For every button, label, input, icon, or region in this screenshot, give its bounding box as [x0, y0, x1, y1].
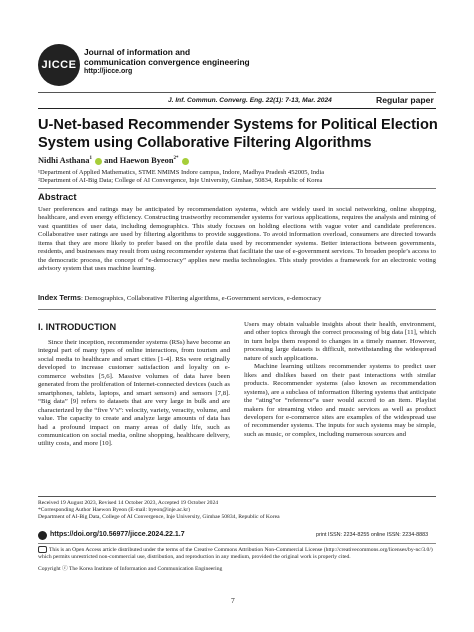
corresponding-department: Department of AI-Big Data, College of AI Convergence, Inje University, Gimhae 50834, Republic of Korea	[38, 514, 280, 520]
index-terms	[38, 294, 436, 304]
affiliation-2: ²Department of AI-Big Data; College of AI Convergence, Inje University, Gimhae, 50834, Republic of Korea	[38, 177, 323, 184]
journal-title-line2: communication convergence engineering	[84, 56, 250, 67]
copyright-notice: Copyright ⓒ The Korea Institute of Information and Communication Engineering	[38, 566, 223, 572]
abstract-rule	[38, 309, 436, 310]
author-2-sup: 2*	[173, 156, 179, 162]
journal-title-line1: Journal of information and	[84, 47, 191, 57]
citation-line: J. Inf. Commun. Converg. Eng. 22(1): 7-13, Mar. 2024	[168, 97, 332, 104]
author-list	[38, 156, 189, 165]
author-2: Haewon Byeon	[119, 156, 174, 165]
intro-paragraph-3: Machine learning utilizes recommender systems to predict user likes and dislikes based on their past interactions with similar products. Recommender systems (also known as recommendation systems), are a subclass of information filtering systems that anticipate the “ating”or “reference”a user would accord to an item. Playlist makers for streaming video and music services as well as product developers for e-commerce sites are examples of the widespread use of recommender systems. The inputs for such systems may be simple, such as music, or complex, including numerous sources and	[244, 363, 436, 438]
received-dates: Received 19 August 2023, Revised 14 October 2023, Accepted 19 October 2024	[38, 500, 219, 506]
article-type: Regular paper	[376, 95, 434, 105]
author-joiner: and	[104, 156, 118, 165]
intro-paragraph-1: Since their inception, recommender systems (RSs) have become an integral part of many types of online interactions, from tourism and social media to healthcare and smart cities [1-4]. RSs were originally developed to increase customer satisfaction and loyalty on e-commerce websites [5,6]. Massive volumes of data have been generated from the proliferation of Internet-connected devices (such as smartphones, tablets, laptops, and smart sensors) and sensors [7,8]. “Big data” [9] refers to datasets that are very large in bulk and are characterized by the “five V’s”: velocity, variety, veracity, volume, and value. The capacity to create and analyze large amounts of data has had a profound impact on many areas of daily life, such as communication on social media, online shopping, healthcare delivery, utility costs, and more [10].	[38, 339, 230, 448]
section-heading-introduction: I. INTRODUCTION	[38, 322, 117, 332]
journal-title	[84, 48, 250, 67]
orcid-icon[interactable]	[95, 158, 102, 165]
doi-icon	[38, 531, 47, 540]
title-line-1: U-Net-based Recommender Systems for Political Election	[38, 117, 438, 133]
affiliation-1: ¹Department of Applied Mathematics, STME NMIMS Indore campus, Indore, Madhya Pradesh 452005, India	[38, 169, 325, 176]
issn-numbers: print ISSN: 2234-8255 online ISSN: 2234-8883	[316, 532, 429, 538]
abstract-heading: Abstract	[38, 192, 77, 203]
footer-rule	[38, 496, 436, 497]
header-rule	[38, 92, 436, 93]
orcid-icon[interactable]	[182, 158, 189, 165]
license-notice	[38, 546, 438, 560]
right-column	[244, 321, 436, 439]
license-text: This is an Open Access article distributed under the terms of the Creative Commons Attribution Non-Commercial License (http://creativecommons.org/licenses/by-nc/3.0/) which permits unrestricted non-commercial use, distribution, and reproduction in any medium, provided the original work is properly cited.	[38, 546, 433, 560]
left-column	[38, 339, 230, 449]
doi-link[interactable]: https://doi.org/10.56977/jicce.2024.22.1.7	[50, 531, 185, 538]
author-1: Nidhi Asthana	[38, 156, 90, 165]
author-1-sup: 1	[89, 156, 92, 162]
index-terms-text: : Demographics, Collaborative Filtering algorithms, e-Government services, e-democracy	[81, 295, 322, 302]
title-line-2: System using Collaborative Filtering Algorithms	[38, 134, 372, 151]
affiliation-rule	[38, 188, 436, 189]
creative-commons-icon	[38, 546, 47, 553]
paper-title	[38, 117, 438, 152]
page-number: 7	[231, 596, 235, 605]
doi-rule	[38, 543, 436, 544]
header-rule-thick	[38, 108, 436, 109]
journal-url[interactable]: http://jicce.org	[84, 68, 133, 75]
index-terms-label: Index Terms	[38, 293, 81, 302]
abstract-text: User preferences and ratings may be anticipated by recommendation systems, which are widely used in social networking, online shopping, healthcare, and even energy efficiency. Constructing trustworthy recommender systems for various applications, requires the analysis and mining of vast quantities of user data, including demographics. This study focuses on holding elections with vague voter and candidate preferences. Collaborative user ratings are used by filtering algorithms to provide suggestions. To avoid information overload, consumers are directed towards items that they are more likely to prefer based on the profile data used by recommender systems. Better interactions between governments, residents, and businesses may result from using recommender systems that facilitate the use of e-government services. To broaden people’s access to the democratic process, the concept of “e-democracy” applies new media technologies. This study provides a framework for an electronic voting advisory system that uses machine learning.	[38, 206, 436, 273]
intro-paragraph-2: Users may obtain valuable insights about their health, environment, and other topics through the correct processing of big data [11], which in turn helps them respond to changes in a timely manner. However, processing large datasets is difficult, notwithstanding the widespread nature of such applications.	[244, 321, 436, 362]
corresponding-author: *Corresponding Author Haewon Byeon (E-mail: byeon@inje.ac.kr)	[38, 507, 190, 513]
journal-logo: JICCE	[38, 44, 80, 86]
